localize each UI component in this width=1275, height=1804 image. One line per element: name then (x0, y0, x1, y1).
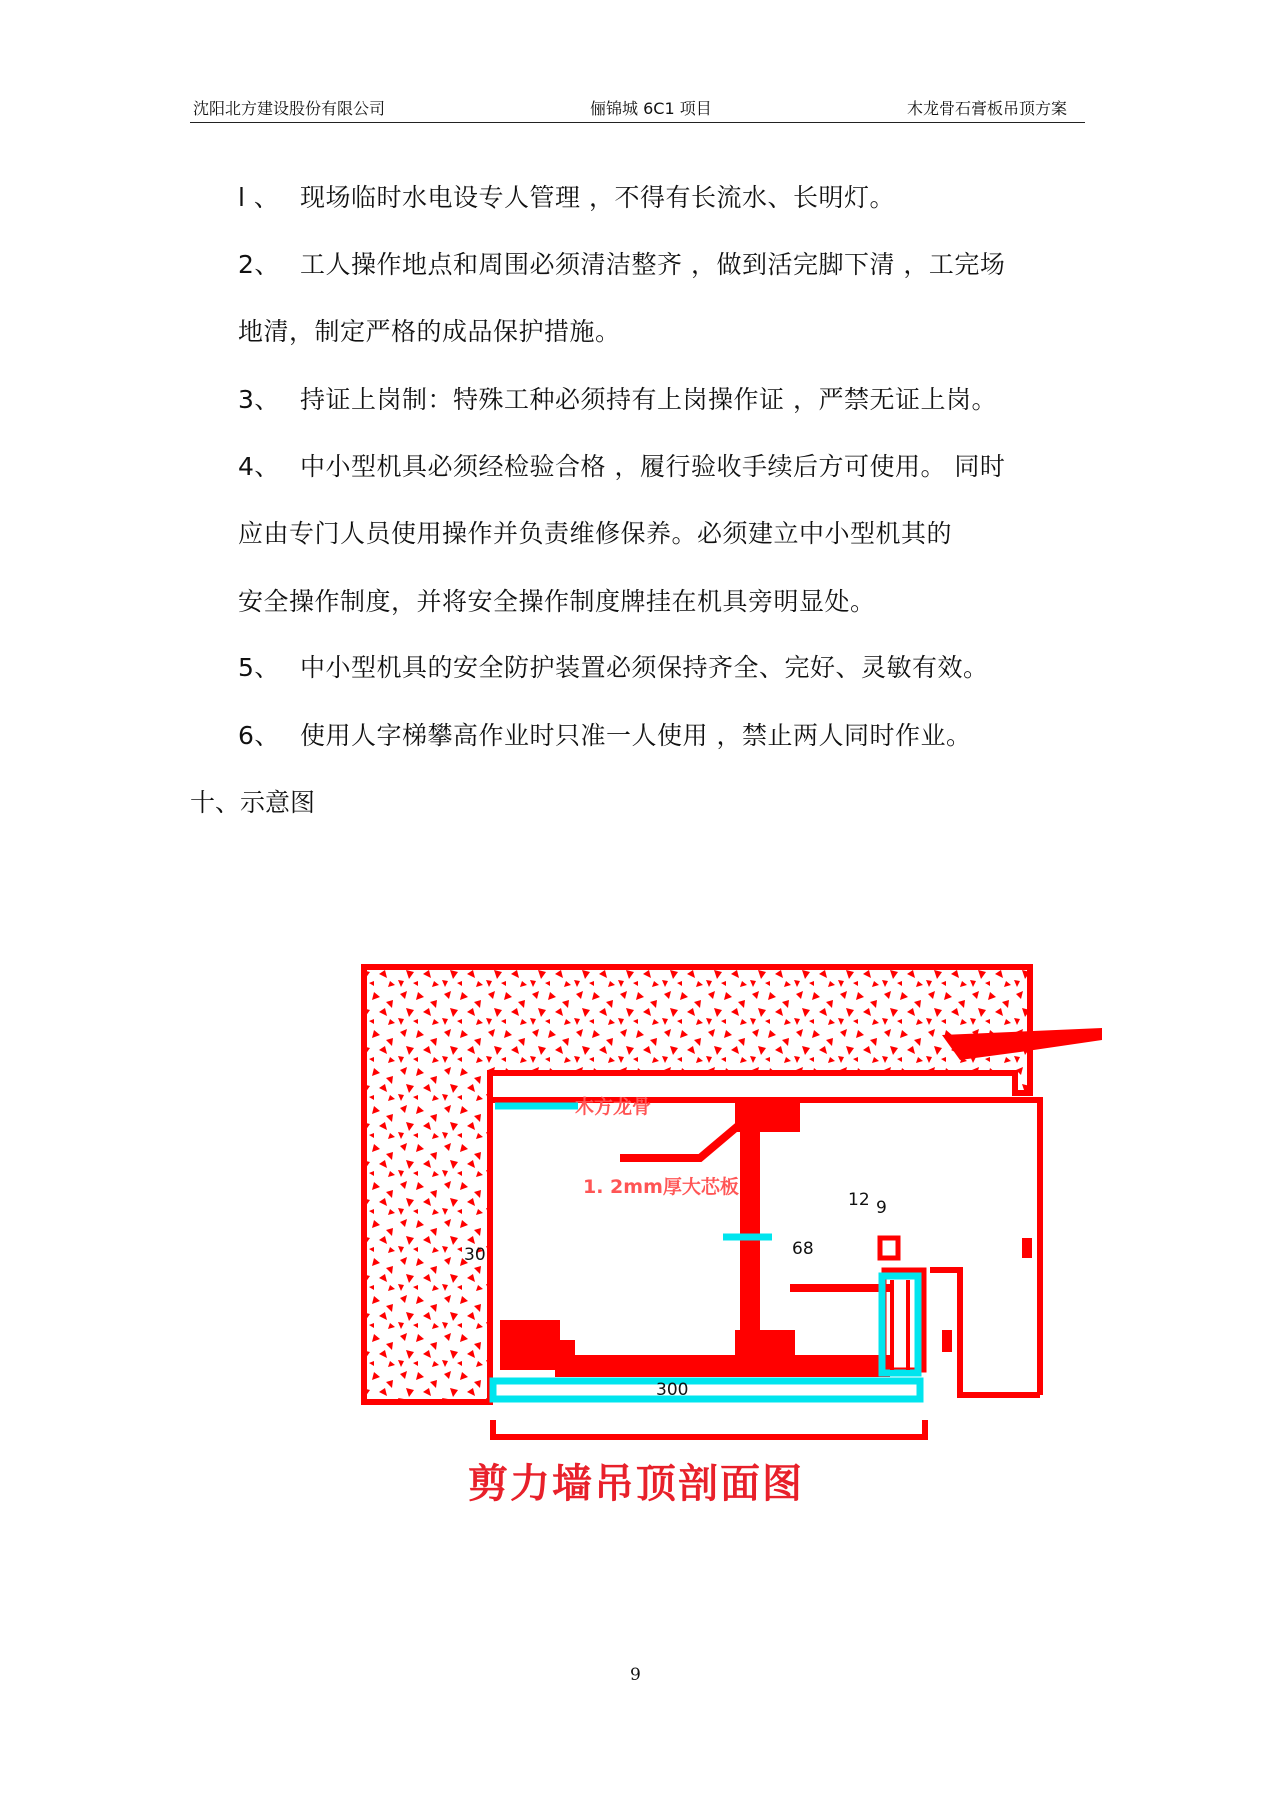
item-number: 4、 (238, 452, 280, 481)
item-number: 2、 (238, 250, 280, 279)
list-item (238, 178, 895, 214)
page-header (190, 88, 1085, 123)
list-item (238, 380, 997, 416)
item-text: 持证上岗制：特殊工种必须持有上岗操作证 ，严禁无证上岗。 (300, 385, 997, 414)
section-title: 十、示意图 (190, 788, 316, 817)
list-item (238, 447, 1005, 483)
item-text: 应由专门人员使用操作并负责维修保养。必须建立中小型机其的 (238, 519, 953, 548)
item-text: 地清，制定严格的成品保护措施。 (238, 317, 621, 346)
label-board: 1. 2mm厚大芯板 (583, 1176, 739, 1198)
item-text: 工人操作地点和周围必须清洁整齐 ，做到活完脚下清 ，工完场 (300, 250, 1006, 279)
header-project: 俪锦城 6C1 项目 (590, 99, 712, 118)
page-number: 9 (630, 1665, 641, 1685)
board-pointer-line (620, 1120, 745, 1158)
item-text: 中小型机具的安全防护装置必须保持齐全、完好、灵敏有效。 (300, 653, 989, 682)
dim-9: 9 (876, 1198, 887, 1218)
diagram-caption: 剪力墙吊顶剖面图 (468, 1461, 804, 1507)
list-item-continuation (238, 582, 876, 618)
item-text: 使用人字梯攀高作业时只准一人使用 ，禁止两人同时作业。 (300, 721, 972, 750)
ceiling-section-diagram (355, 955, 1115, 1445)
label-keel: 木方龙骨 (575, 1096, 652, 1118)
dim-68: 68 (792, 1239, 814, 1259)
item-number: 5、 (238, 653, 280, 682)
item-number: 6、 (238, 721, 280, 750)
list-item (238, 245, 1005, 281)
header-company: 沈阳北方建设股份有限公司 (193, 99, 386, 118)
wood-member-inner (892, 1280, 908, 1370)
list-item-continuation (238, 312, 621, 348)
item-number: 3、 (238, 385, 280, 414)
dim-300: 300 (656, 1380, 689, 1400)
dim-12: 12 (848, 1190, 870, 1210)
item-text: 安全操作制度，并将安全操作制度牌挂在机具旁明显处。 (238, 587, 876, 616)
list-item-continuation (238, 514, 952, 550)
item-text: 现场临时水电设专人管理 ，不得有长流水、长明灯。 (300, 183, 895, 212)
item-text: 中小型机具必须经检验合格 ，履行验收手续后方可使用。 同时 (300, 452, 1006, 481)
list-item (238, 648, 989, 684)
header-doc-title: 木龙骨石膏板吊顶方案 (906, 99, 1067, 118)
item-number: l 、 (238, 183, 280, 212)
list-item (238, 716, 971, 752)
ceiling-frame (490, 1100, 1040, 1440)
dim-30: 30 (464, 1245, 486, 1265)
